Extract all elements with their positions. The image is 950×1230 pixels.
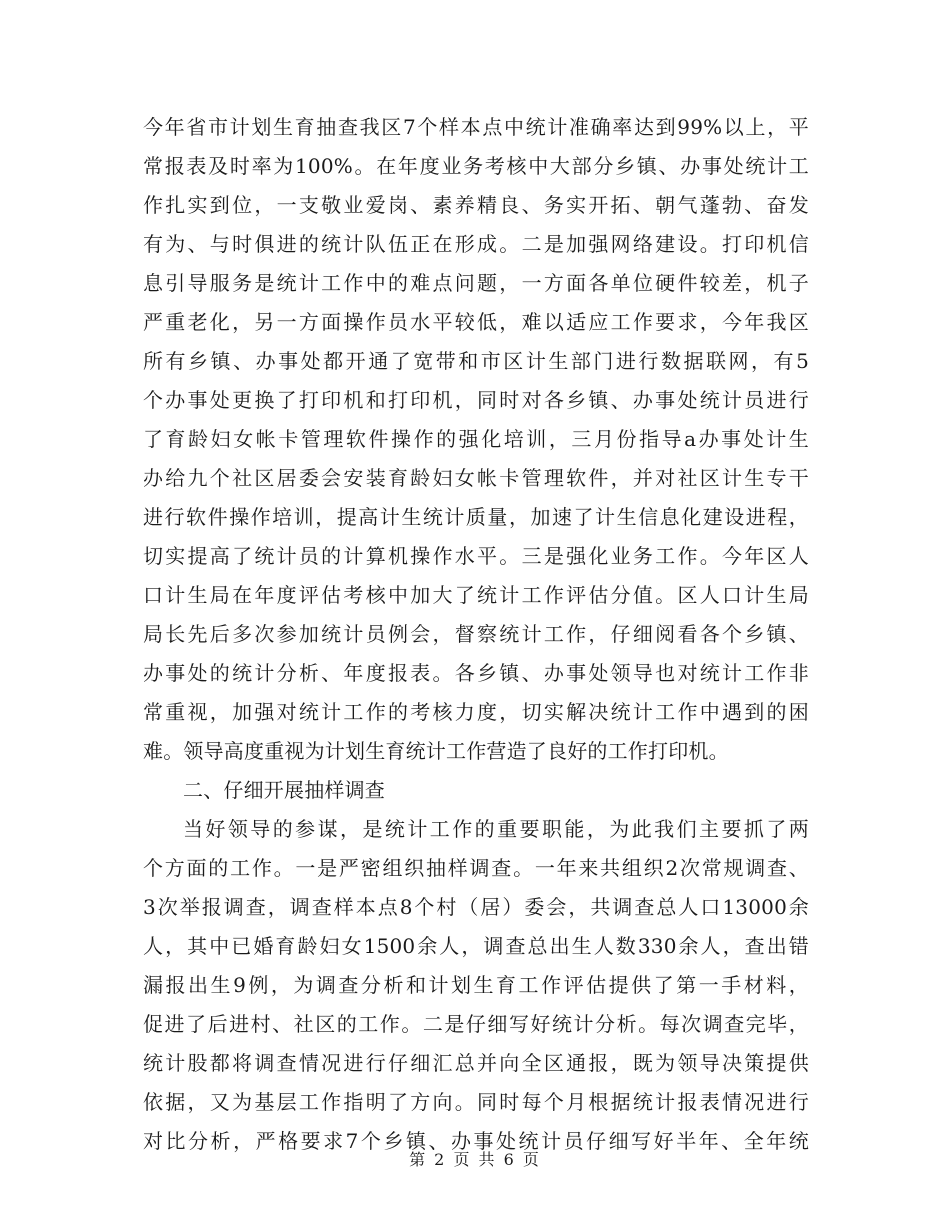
paragraph-2 [143,810,809,1161]
text-line: 常报表及时率为100%。在年度业务考核中大部分乡镇、办事处统计工 [143,154,809,178]
section-heading: 二、仔细开展抽样调查 [183,778,385,802]
text-line: 当好领导的参谋，是统计工作的重要职能，为此我们主要抓了两 [183,817,809,841]
text-line: 人，其中已婚育龄妇女1500余人，调查总出生人数330余人，查出错 [143,934,809,958]
text-line: 局长先后多次参加统计员例会，督察统计工作，仔细阅看各个乡镇、 [143,622,809,646]
text-line: 常重视，加强对统计工作的考核力度，切实解决统计工作中遇到的困 [143,700,809,724]
text-line: 3次举报调查，调查样本点8个村（居）委会，共调查总人口13000余 [143,895,809,919]
text-line: 作扎实到位，一支敬业爱岗、素养精良、务实开拓、朝气蓬勃、奋发 [143,193,809,217]
text-line: 办给九个社区居委会安装育龄妇女帐卡管理软件，并对社区计生专干 [143,466,809,490]
text-line: 严重老化，另一方面操作员水平较低，难以适应工作要求，今年我区 [143,310,809,334]
text-line: 息引导服务是统计工作中的难点问题，一方面各单位硬件较差，机子 [143,271,809,295]
text-line: 所有乡镇、办事处都开通了宽带和市区计生部门进行数据联网，有5 [143,349,809,373]
text-line: 进行软件操作培训，提高计生统计质量，加速了计生信息化建设进程， [143,505,809,529]
text-line: 有为、与时俱进的统计队伍正在形成。二是加强网络建设。打印机信 [143,232,809,256]
document-body [143,108,809,1161]
text-line: 了育龄妇女帐卡管理软件操作的强化培训，三月份指导a办事处计生 [143,427,809,451]
text-line: 口计生局在年度评估考核中加大了统计工作评估分值。区人口计生局 [143,583,809,607]
text-line: 个方面的工作。一是严密组织抽样调查。一年来共组织2次常规调查、 [143,856,809,880]
text-line: 对比分析，严格要求7个乡镇、办事处统计员仔细写好半年、全年统 [143,1129,809,1153]
paragraph-1 [143,108,809,771]
text-line: 今年省市计划生育抽查我区7个样本点中统计准确率达到99%以上，平 [143,115,809,139]
text-line: 促进了后进村、社区的工作。二是仔细写好统计分析。每次调查完毕， [143,1012,809,1036]
text-line: 漏报出生9例，为调查分析和计划生育工作评估提供了第一手材料， [143,973,809,997]
text-line: 难。领导高度重视为计划生育统计工作营造了良好的工作打印机。 [143,739,729,763]
page-number-footer: 第 2 页 共 6 页 [409,1150,541,1169]
text-line: 切实提高了统计员的计算机操作水平。三是强化业务工作。今年区人 [143,544,809,568]
text-line: 依据，又为基层工作指明了方向。同时每个月根据统计报表情况进行 [143,1090,809,1114]
text-line: 办事处的统计分析、年度报表。各乡镇、办事处领导也对统计工作非 [143,661,809,685]
text-line: 统计股都将调查情况进行仔细汇总并向全区通报，既为领导决策提供 [143,1051,809,1075]
text-line: 个办事处更换了打印机和打印机，同时对各乡镇、办事处统计员进行 [143,388,809,412]
